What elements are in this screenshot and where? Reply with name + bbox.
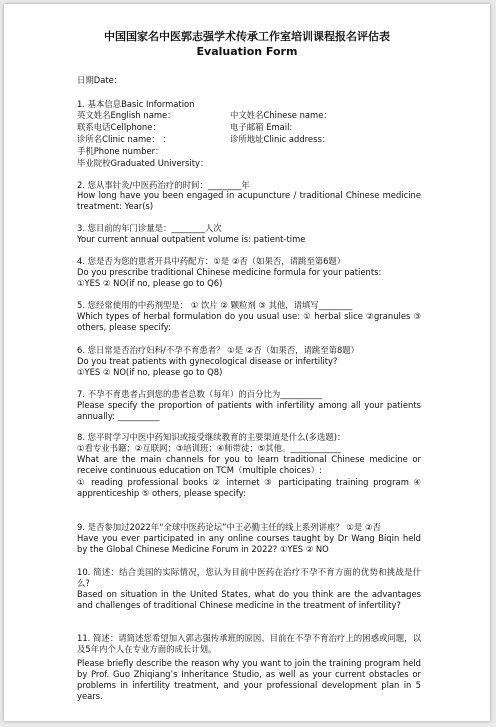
q8-cn-options: ①看专业书籍；②互联网；③培训班；④师带徒；⑤其他。____________ [77,443,341,453]
clinic-name-field: 诊所名Clinic name： ： [77,134,171,144]
q6-en: Do you treat patients with gynecological disease or infertility? [77,356,338,366]
chinese-name-field: 中文姓名Chinese name： [230,110,332,120]
q9-en: Have you ever participated in any online courses taught by Dr Wang Biqin held by the Global Chinese Medicine Forum in 2022? ①YES ② NO [77,533,421,554]
form-page [4,4,490,721]
q3-cn: 3. 您目前的年门诊量是：________人次 [77,223,222,233]
form-title-en: Evaluation Form [196,45,298,58]
date-label: 日期Date： [77,75,123,85]
q10-cn: 10. 简述：结合美国的实际情况，您认为目前中医药在治疗不孕不育方面的优势和挑战是什么? [77,567,421,588]
cellphone-field: 联系电话Cellphone： [77,122,161,132]
q8-en-options: ① reading professional books ② internet ③ participating training program ④ apprenticeship ⑤ others, please specify: [77,477,421,498]
q2-en: How long have you been engaged in acupuncture / traditional Chinese medicine treatment: Year(s) [77,190,421,211]
q11-cn: 11. 简述：请简述您希望加入郭志强传承班的原因、目前在不孕不育治疗上的困惑或问题，以及5年内个人在专业方面的成长计划。 [77,633,421,654]
q8-cn: 8. 您平时学习中医中药知识或接受继续教育的主要渠道是什么(多选题)： [77,432,346,442]
q8-en: What are the main channels for you to learn traditional Chinese medicine or receive continuous education on TCM（multiple choices）: [77,454,421,475]
q11-en: Please briefly describe the reason why you want to join the training program held by Prof. Guo Zhiqiang’s Inheritance Studio, as well as your current obstacles or problems in infertility treatment, and your professional development plan in 5 years. [77,658,421,701]
q4-cn: 4. 您是否为您的患者开具中药配方：①是 ②否（如果否，请跳至第6题） [77,256,346,266]
q7-en: Please specify the proportion of patients with infertility among all your patients annually: __________ [77,400,421,421]
q2-cn: 2. 您从事针灸/中医药治疗的时间：________年 [77,180,250,190]
form-title-cn: 中国国家名中医郭志强学术传承工作室培训课程报名评估表 [104,30,390,43]
q6-options: ①YES ② NO(if no, please go to Q8) [77,367,223,377]
q5-cn: 5. 您经常使用的中药剂型是： ① 饮片 ② 颗粒剂 ③ 其他，请填写________ [77,300,353,310]
email-field: 电子邮箱 Email: [230,122,293,132]
q3-en: Your current annual outpatient volume is: patient-time [77,234,306,244]
q4-en: Do you prescribe traditional Chinese medicine formula for your patients: [77,267,382,277]
q5-en: Which types of herbal formulation do you usual use: ① herbal slice ②granules ③ others, please specify: [77,311,421,332]
q4-options: ①YES ② NO(if no, please go to Q6) [77,278,223,288]
english-name-field: 英文姓名English name： [77,110,176,120]
university-field: 毕业院校Graduated University： [77,158,209,168]
q6-cn: 6. 您日常是否治疗妇科/不孕不育患者？ ①是 ②否（如果否，请跳至第8题） [77,345,360,355]
phone-field: 手机Phone number： [77,146,164,156]
q10-en: Based on situation in the United States, what do you think are the advantages and challenges of traditional Chinese medicine in the treatment of infertility? [77,589,421,610]
q9-cn: 9. 是否参加过2022年“全球中医药论坛”中王必勤主任的线上系列讲座？ ①是 ②否 [77,522,381,532]
clinic-address-field: 诊所地址Clinic address： [230,134,331,144]
q7-cn: 7. 不孕不育患者占到您的患者总数（每年）的百分比为__________ [77,389,323,399]
basic-info-heading: 1. 基本信息Basic Information [77,99,195,109]
